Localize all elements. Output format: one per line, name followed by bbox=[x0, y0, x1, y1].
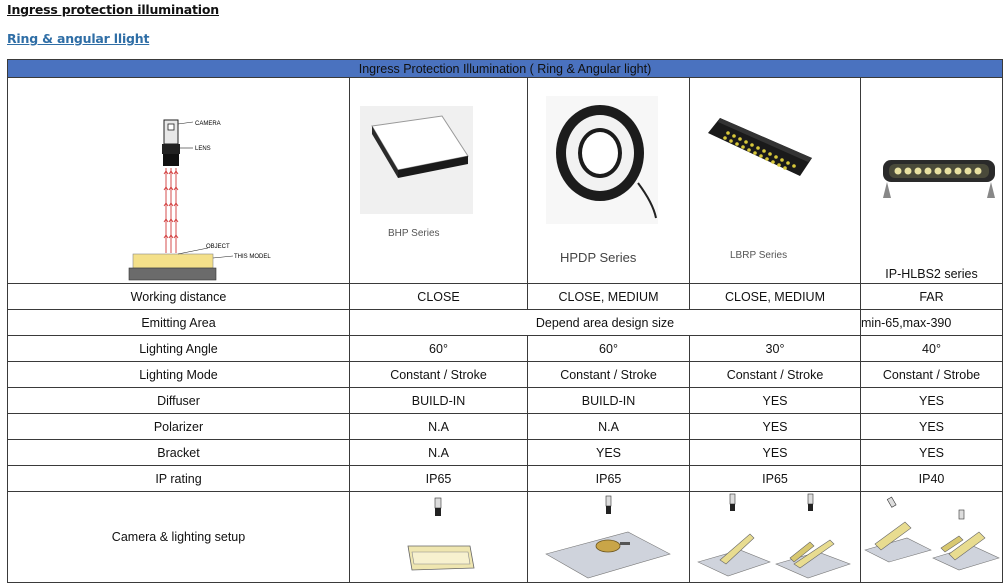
cell-value: Constant / Stroke bbox=[528, 362, 690, 388]
cell-value: BUILD-IN bbox=[528, 388, 690, 414]
cell-value: FAR bbox=[861, 284, 1003, 310]
table-row bbox=[8, 336, 1003, 362]
row-label: Bracket bbox=[8, 440, 350, 466]
row-label: Polarizer bbox=[8, 414, 350, 440]
page-heading: Ingress protection illumination bbox=[7, 2, 219, 17]
camera-diagram bbox=[8, 78, 348, 283]
ip-hlbs2-series-label: IP-HLBS2 series bbox=[885, 267, 978, 281]
cell-value: YES bbox=[690, 388, 861, 414]
lbrp-image-cell bbox=[690, 78, 861, 284]
cell-value: Constant / Stroke bbox=[690, 362, 861, 388]
diagram-camera-label: CAMERA bbox=[195, 121, 221, 127]
ip-hlbs2-image-cell bbox=[861, 78, 1003, 284]
cell-value: 60° bbox=[350, 336, 528, 362]
cell-value: YES bbox=[861, 388, 1003, 414]
ip-hlbs2-setup-cell bbox=[861, 492, 1003, 583]
ip-hlbs2-light-image bbox=[861, 78, 1003, 268]
cell-value: IP40 bbox=[861, 466, 1003, 492]
cell-value: YES bbox=[861, 440, 1003, 466]
bhp-series-label: BHP Series bbox=[388, 228, 440, 239]
diagram-object-label: OBJECT bbox=[206, 244, 230, 250]
row-label: Diffuser bbox=[8, 388, 350, 414]
cell-value: Constant / Stroke bbox=[350, 362, 528, 388]
lbrp-setup-illustration bbox=[690, 492, 861, 582]
ring-angular-light-link[interactable]: Ring & angular llight bbox=[7, 31, 150, 46]
cell-value: CLOSE bbox=[350, 284, 528, 310]
table-title: Ingress Protection Illumination ( Ring & Angular light) bbox=[8, 60, 1003, 78]
cell-value: YES bbox=[690, 440, 861, 466]
spec-table bbox=[7, 59, 1003, 583]
cell-value: N.A bbox=[528, 414, 690, 440]
cell-value: Constant / Strobe bbox=[861, 362, 1003, 388]
cell-value: N.A bbox=[350, 414, 528, 440]
cell-value: IP65 bbox=[528, 466, 690, 492]
hpdp-image-cell bbox=[528, 78, 690, 284]
setup-row-label: Camera & lighting setup bbox=[8, 492, 350, 583]
row-label: Lighting Angle bbox=[8, 336, 350, 362]
bhp-setup-cell bbox=[350, 492, 528, 583]
cell-value: IP65 bbox=[350, 466, 528, 492]
cell-value: 40° bbox=[861, 336, 1003, 362]
cell-value: N.A bbox=[350, 440, 528, 466]
row-label: Lighting Mode bbox=[8, 362, 350, 388]
cell-value: YES bbox=[861, 414, 1003, 440]
cell-value-merged: Depend area design size bbox=[350, 310, 861, 336]
cell-value: CLOSE, MEDIUM bbox=[528, 284, 690, 310]
lbrp-series-label: LBRP Series bbox=[730, 250, 788, 261]
cell-value: 30° bbox=[690, 336, 861, 362]
row-label: Emitting Area bbox=[8, 310, 350, 336]
diagram-lens-label: LENS bbox=[195, 146, 211, 152]
ip-hlbs2-setup-illustration bbox=[861, 492, 1003, 582]
diagram-this-model-label: THIS MODEL bbox=[234, 254, 271, 260]
cell-value: 60° bbox=[528, 336, 690, 362]
hpdp-setup-cell bbox=[528, 492, 690, 583]
row-label: Working distance bbox=[8, 284, 350, 310]
lbrp-setup-cell bbox=[690, 492, 861, 583]
row-label: IP rating bbox=[8, 466, 350, 492]
cell-value: YES bbox=[690, 414, 861, 440]
bhp-image-cell bbox=[350, 78, 528, 284]
cell-value: min-65,max-390 bbox=[861, 310, 1003, 336]
table-row bbox=[8, 440, 1003, 466]
bhp-setup-illustration bbox=[350, 492, 528, 582]
hpdp-series-label: HPDP Series bbox=[560, 250, 637, 265]
hpdp-setup-illustration bbox=[528, 492, 690, 582]
cell-value: YES bbox=[528, 440, 690, 466]
table-row bbox=[8, 466, 1003, 492]
table-row bbox=[8, 362, 1003, 388]
cell-value: IP65 bbox=[690, 466, 861, 492]
table-row bbox=[8, 284, 1003, 310]
table-row bbox=[8, 310, 1003, 336]
bhp-light-image bbox=[350, 78, 528, 283]
cell-value: CLOSE, MEDIUM bbox=[690, 284, 861, 310]
cell-value: BUILD-IN bbox=[350, 388, 528, 414]
table-row bbox=[8, 414, 1003, 440]
camera-setup-diagram-cell bbox=[8, 78, 350, 284]
table-row bbox=[8, 388, 1003, 414]
